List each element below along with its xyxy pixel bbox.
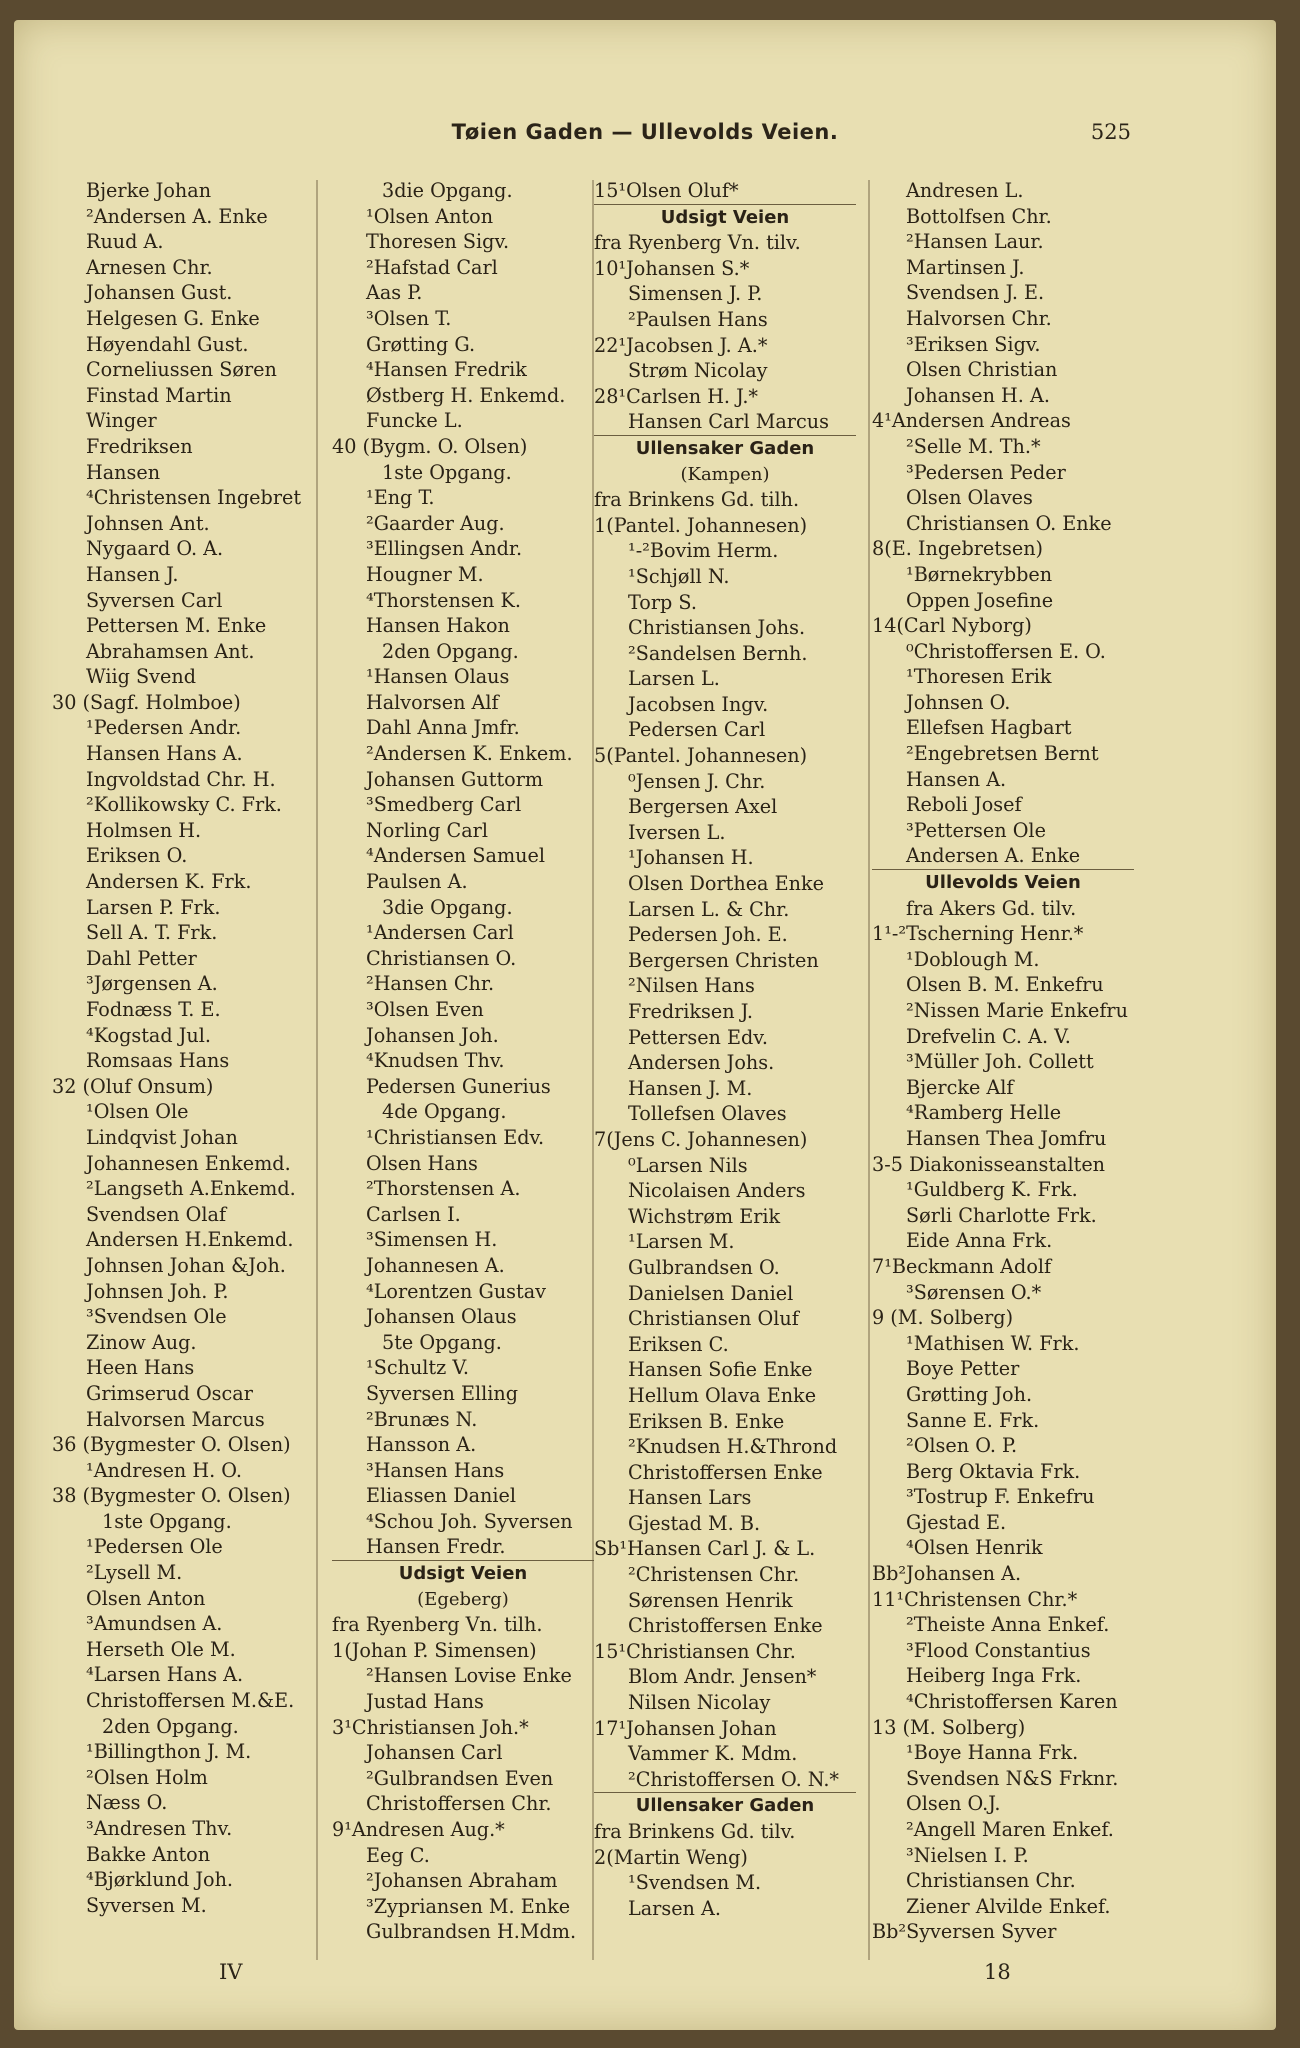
directory-entry: ²Theiste Anna Enkef. [906,1613,1110,1637]
directory-entry: Strøm Nicolay [628,359,768,383]
directory-entry: ⁴Lorentzen Gustav [366,1279,547,1303]
street-heading: Udsigt Veien [332,1560,594,1587]
directory-entry: 3¹Christiansen Joh.* [332,1715,529,1739]
directory-entry: 7¹Beckmann Adolf [872,1254,1052,1278]
directory-entry: ³Simensen H. [366,1228,498,1252]
directory-entry: Olsen Hans [366,1151,478,1175]
directory-entry: Oppen Josefine [906,588,1054,612]
directory-entry: Christiansen Chr. [906,1869,1076,1893]
directory-entry: ³Nielsen I. P. [906,1843,1029,1867]
directory-entry: ⁴Olsen Henrik [906,1536,1043,1560]
directory-entry: Johnsen Johan &Joh. [86,1253,286,1277]
directory-entry: ³Tostrup F. Enkefru [906,1485,1095,1509]
directory-entry: 3-5 Diakonisseanstalten [872,1152,1106,1176]
directory-entry: Reboli Josef [906,793,1022,817]
directory-entry: ²Selle M. Th.* [906,434,1041,458]
directory-entry: ¹Olsen Anton [366,204,494,228]
directory-entry: Hansen Thea Jomfru [906,1126,1107,1150]
directory-entry: Høyendahl Gust. [86,332,249,356]
directory-entry: Iversen L. [628,820,726,844]
signature-mark-right: 18 [984,1960,1011,1984]
directory-entry: Johannesen A. [366,1253,505,1277]
directory-entry: Arnesen Chr. [86,255,213,279]
directory-entry: Halvorsen Alf [366,690,499,714]
directory-entry: Larsen L. [628,667,720,691]
directory-entry: Olsen B. M. Enkefru [906,973,1104,997]
directory-entry: Zinow Aug. [86,1330,197,1354]
column-2 [332,178,594,1945]
directory-entry: Heen Hans [86,1356,195,1380]
directory-entry: Halvorsen Marcus [86,1407,265,1431]
directory-entry: 14(Carl Nyborg) [872,614,1032,638]
directory-entry: Christoffersen Enke [628,1614,823,1638]
directory-entry: ²Christensen Chr. [628,1563,800,1587]
directory-entry: ³Eriksen Sigv. [906,332,1041,356]
directory-entry: Bb²Syversen Syver [872,1920,1057,1944]
page-title: Tøien Gaden — Ullevolds Veien. [451,120,839,144]
directory-entry: ²Andersen A. Enke [86,204,268,228]
directory-entry: Holmsen H. [86,818,202,842]
directory-entry: Gjestad E. [906,1510,1007,1534]
directory-entry: ⁰Christoffersen E. O. [906,639,1106,663]
directory-entry: Johansen Olaus [366,1305,517,1329]
directory-entry: Sell A. T. Frk. [86,921,218,945]
directory-entry: ³Andresen Thv. [86,1817,233,1840]
directory-entry: Halvorsen Chr. [906,306,1052,330]
directory-entry: 10¹Johansen S.* [594,256,750,280]
directory-entry: Wiig Svend [86,665,197,689]
directory-entry: 22¹Jacobsen J. A.* [594,333,768,357]
directory-entry: Dahl Petter [86,946,197,970]
directory-entry: Pedersen Carl [628,718,766,742]
street-heading: Ullensaker Gaden [594,435,856,462]
directory-entry: Thoresen Sigv. [366,230,510,254]
directory-entry: Heiberg Inga Frk. [906,1664,1082,1688]
directory-entry: ³Olsen Even [366,998,484,1021]
directory-entry: Nilsen Nicolay [628,1691,771,1715]
directory-entry: ¹Schultz V. [366,1356,469,1380]
directory-entry: ¹Pedersen Andr. [86,716,242,740]
directory-entry: Olsen Anton [86,1586,206,1610]
directory-entry: ³Hansen Hans [366,1458,505,1482]
directory-entry: Hellum Olava Enke [628,1383,817,1407]
column-divider [868,180,870,1960]
directory-entry: ¹Doblough M. [906,947,1040,971]
directory-entry: Hansson A. [366,1433,477,1457]
directory-entry: Drefvelin C. A. V. [906,1024,1071,1048]
directory-entry: 36 (Bygmester O. Olsen) [52,1433,291,1457]
directory-entry: ¹Andresen H. O. [86,1458,243,1482]
directory-entry: ²Kollikowsky C. Frk. [86,793,282,817]
directory-entry: ¹Guldberg K. Frk. [906,1178,1078,1202]
directory-entry: ¹Olsen Ole [86,1100,189,1124]
directory-entry: Larsen A. [628,1896,721,1920]
directory-entry: ⁴Andersen Samuel [366,844,546,868]
directory-entry: ¹Schjøll N. [628,564,730,588]
directory-entry: ¹Boye Hanna Frk. [906,1741,1079,1765]
directory-entry: Andersen K. Frk. [86,870,252,894]
directory-entry: ⁴Bjørklund Joh. [86,1868,234,1892]
directory-entry: 2den Opgang. [382,639,519,663]
directory-entry: fra Brinkens Gd. tilv. [594,1820,796,1843]
directory-entry: Sørensen Henrik [628,1588,793,1612]
directory-entry: Christiansen O. [366,946,517,970]
directory-entry: Johansen Gust. [86,281,233,305]
directory-entry: 1ste Opgang. [382,460,512,484]
directory-entry: Eide Anna Frk. [906,1229,1053,1253]
directory-entry: Dahl Anna Jmfr. [366,716,520,740]
directory-entry: Christiansen Oluf [628,1307,799,1331]
directory-entry: Olsen O.J. [906,1792,1001,1816]
directory-entry: ³Müller Joh. Collett [906,1050,1094,1074]
directory-entry: ²Nilsen Hans [628,974,755,998]
directory-entry: ⁴Ramberg Helle [906,1101,1062,1125]
directory-entry: ¹-²Bovim Herm. [628,539,779,563]
directory-entry: Eriksen C. [628,1332,729,1356]
directory-entry: ²Hafstad Carl [366,255,498,279]
directory-entry: 15¹Olsen Oluf* [594,179,739,202]
directory-page [14,20,1276,2030]
directory-entry: Gjestad M. B. [628,1511,761,1535]
directory-entry: Blom Andr. Jensen* [628,1665,817,1689]
directory-entry: ⁴Schou Joh. Syversen [366,1509,573,1533]
directory-entry: Svendsen N&S Frknr. [906,1766,1119,1790]
directory-entry: ³Pettersen Ole [906,818,1046,842]
directory-entry: Nygaard O. A. [86,537,224,561]
street-heading: Ullevolds Veien [872,869,1134,896]
directory-entry: ¹Billingthon J. M. [86,1740,252,1764]
directory-entry: fra Ryenberg Vn. tilv. [594,231,801,255]
directory-entry: ²Gaarder Aug. [366,511,505,535]
directory-entry: ³Jørgensen A. [86,972,218,996]
directory-entry: 9 (M. Solberg) [872,1306,1014,1330]
directory-entry: Hansen Hans A. [86,742,243,766]
directory-entry: 9¹Andresen Aug.* [332,1818,505,1841]
directory-entry: Aas P. [366,281,423,305]
directory-entry: ¹Svendsen M. [628,1871,762,1895]
directory-entry: Hansen Hakon [366,614,510,638]
directory-entry: Helgesen G. Enke [86,306,260,330]
directory-entry: 40 (Bygm. O. Olsen) [332,434,528,458]
directory-entry: Andersen Johs. [628,1051,775,1075]
directory-entry: Jacobsen Ingv. [628,692,769,716]
directory-entry: Tollefsen Olaves [628,1102,787,1126]
directory-entry: ²Gulbrandsen Even [366,1766,554,1790]
directory-entry: fra Ryenberg Vn. tilh. [332,1613,543,1637]
directory-entry: Sørli Charlotte Frk. [906,1203,1097,1227]
directory-entry: Sanne E. Frk. [906,1408,1040,1432]
directory-entry: ³Ellingsen Andr. [366,537,523,561]
directory-entry: Pettersen Edv. [628,1025,768,1049]
directory-entry: Syversen Elling [366,1381,519,1405]
directory-entry: 5(Pantel. Johannesen) [594,744,808,768]
directory-entry: fra Akers Gd. tilv. [906,896,1077,920]
signature-mark-left: IV [219,1960,243,1984]
directory-entry: Simensen J. P. [628,282,763,306]
directory-entry: ³Svendsen Ole [86,1305,227,1329]
directory-entry: ³Olsen T. [366,306,452,330]
directory-entry: ²Olsen O. P. [906,1434,1018,1458]
directory-entry: ⁰Larsen Nils [628,1153,748,1177]
directory-entry: ³Flood Constantius [906,1638,1091,1662]
directory-entry: 15¹Christiansen Chr. [594,1639,796,1663]
directory-entry: Christoffersen Enke [628,1460,823,1484]
directory-entry: Olsen Christian [906,358,1058,382]
directory-entry: 1(Pantel. Johannesen) [594,513,808,537]
directory-entry: 3die Opgang. [382,179,513,202]
directory-entry: Bjerke Johan [86,179,212,202]
directory-entry: Nicolaisen Anders [628,1179,806,1203]
directory-entry: ¹Eng T. [366,486,435,510]
directory-entry: Bakke Anton [86,1842,211,1866]
directory-entry: Syversen Carl [86,588,223,612]
directory-entry: ²Langseth A.Enkemd. [86,1177,296,1201]
directory-entry: Hansen [86,460,161,484]
directory-entry: ⁴Larsen Hans A. [86,1663,244,1687]
directory-entry: 1(Johan P. Simensen) [332,1638,537,1662]
directory-entry: ¹Larsen M. [628,1230,735,1254]
directory-entry: Martinsen J. [906,255,1025,279]
directory-entry: 4de Opgang. [382,1100,507,1124]
directory-entry: Gulbrandsen H.Mdm. [366,1920,577,1944]
directory-entry: Olsen Dorthea Enke [628,872,824,896]
directory-entry: 2(Martin Weng) [594,1845,748,1869]
directory-entry: Larsen P. Frk. [86,895,221,919]
directory-entry: Boye Petter [906,1357,1020,1381]
directory-entry: Norling Carl [366,818,488,842]
directory-entry: Paulsen A. [366,870,468,894]
directory-entry: Hansen J. M. [628,1076,753,1100]
directory-entry: Grimserud Oscar [86,1381,253,1405]
directory-entry: Pedersen Joh. E. [628,923,788,947]
directory-entry: 17¹Johansen Johan [594,1716,777,1740]
directory-entry: Sb¹Hansen Carl J. & L. [594,1537,816,1561]
directory-entry: Fodnæss T. E. [86,998,221,1021]
directory-entry: 2den Opgang. [102,1714,239,1738]
directory-entry: Grøtting Joh. [906,1382,1033,1406]
directory-entry: Lindqvist Johan [86,1125,238,1149]
directory-entry: 13 (M. Solberg) [872,1715,1026,1739]
directory-entry: fra Brinkens Gd. tilh. [594,488,800,512]
page-number: 525 [1090,120,1131,144]
street-heading: (Kampen) [680,463,770,485]
directory-entry: Johnsen Ant. [86,511,210,535]
directory-entry: Johansen Carl [366,1741,503,1765]
directory-entry: ⁴Christensen Ingebret [86,486,302,510]
directory-entry: Johannesen Enkemd. [86,1151,291,1175]
directory-entry: Ziener Alvilde Enkef. [906,1894,1111,1918]
directory-entry: ¹Johansen H. [628,846,754,870]
directory-entry: Pettersen M. Enke [86,614,267,638]
directory-entry: Hansen Fredr. [366,1535,506,1559]
directory-entry: ²Lysell M. [86,1561,183,1585]
directory-entry: 3die Opgang. [382,895,513,919]
directory-entry: ⁴Thorstensen K. [366,588,521,612]
directory-entry: Eeg C. [366,1843,430,1867]
directory-entry: ²Hansen Chr. [366,972,495,996]
directory-entry: Carlsen I. [366,1202,461,1226]
directory-entry: ¹Christiansen Edv. [366,1125,545,1149]
directory-entry: Ellefsen Hagbart [906,716,1072,740]
directory-entry: ²Andersen K. Enkem. [366,742,573,766]
directory-entry: Bergersen Christen [628,948,819,972]
directory-entry: Andresen L. [906,179,1024,202]
column-4 [872,178,1134,1945]
directory-entry: 1¹-²Tscherning Henr.* [872,922,1084,946]
directory-entry: ¹Andersen Carl [366,921,514,945]
directory-entry: ³Smedberg Carl [366,793,522,817]
directory-entry: ¹Børnekrybben [906,562,1053,586]
directory-entry: 38 (Bygmester O. Olsen) [52,1484,291,1508]
directory-entry: Justad Hans [366,1690,484,1714]
directory-entry: 28¹Carlsen H. J.* [594,384,759,408]
directory-entry: 5te Opgang. [382,1330,502,1354]
directory-entry: ³Sørensen O.* [906,1280,1042,1304]
directory-entry: Winger [86,409,157,433]
directory-entry: Fredriksen [86,434,193,458]
directory-entry: Hansen Lars [628,1486,752,1510]
directory-entry: ²Angell Maren Enkef. [906,1818,1114,1841]
directory-entry: Pedersen Gunerius [366,1074,551,1098]
directory-entry: Wichstrøm Erik [628,1204,781,1228]
directory-entry: Gulbrandsen O. [628,1255,780,1279]
directory-entry: Syversen M. [86,1893,207,1917]
directory-entry: Eriksen B. Enke [628,1409,785,1433]
directory-entry: ²Sandelsen Bernh. [628,641,808,665]
directory-entry: Østberg H. Enkemd. [366,383,566,407]
directory-entry: ²Johansen Abraham [366,1869,558,1893]
directory-entry: Hansen A. [906,767,1007,791]
directory-entry: Danielsen Daniel [628,1281,794,1305]
directory-entry: Svendsen Olaf [86,1202,227,1226]
directory-entry: ⁴Christoffersen Karen [906,1690,1118,1714]
directory-entry: ²Nissen Marie Enkefru [906,999,1128,1022]
directory-entry: Herseth Ole M. [86,1637,236,1661]
directory-entry: ³Amundsen A. [86,1612,223,1636]
directory-entry: Bjercke Alf [906,1075,1014,1099]
street-heading: Ullensaker Gaden [594,1792,856,1819]
directory-entry: Funcke L. [366,409,463,433]
directory-entry: Johansen Joh. [366,1023,499,1047]
directory-entry: ²Olsen Holm [86,1765,208,1789]
directory-entry: Hansen Sofie Enke [628,1358,813,1382]
directory-entry: ²Hansen Lovise Enke [366,1664,572,1688]
directory-entry: Christoffersen M.&E. [86,1689,295,1713]
directory-entry: Vammer K. Mdm. [628,1742,798,1766]
directory-entry: 8(E. Ingebretsen) [872,537,1044,561]
directory-entry: Hougner M. [366,562,484,586]
directory-entry: 32 (Oluf Onsum) [52,1074,214,1098]
directory-entry: ²Engebretsen Bernt [906,742,1099,766]
directory-entry: ¹Hansen Olaus [366,665,510,689]
directory-entry: Larsen L. & Chr. [628,897,790,921]
directory-entry: Johnsen Joh. P. [86,1279,229,1303]
street-heading: (Egeberg) [417,1588,509,1610]
directory-entry: Ruud A. [86,230,164,254]
directory-entry: Romsaas Hans [86,1049,230,1073]
directory-entry: Berg Oktavia Frk. [906,1459,1081,1483]
directory-entry: Eliassen Daniel [366,1484,517,1508]
directory-entry: Bergersen Axel [628,795,778,819]
directory-entry: 1ste Opgang. [102,1509,232,1533]
directory-entry: Ingvoldstad Chr. H. [86,767,276,791]
directory-entry: ²Knudsen H.&Thrond [628,1435,838,1459]
directory-entry: Abrahamsen Ant. [86,639,255,663]
directory-entry: Johansen Guttorm [366,767,544,791]
directory-entry: ¹Pedersen Ole [86,1535,223,1559]
directory-entry: Torp S. [628,590,697,614]
directory-entry: Fredriksen J. [628,1000,754,1023]
directory-entry: ³Pedersen Peder [906,460,1066,484]
directory-entry: ²Hansen Laur. [906,230,1044,254]
directory-entry: Hansen J. [86,562,179,586]
directory-entry: 7(Jens C. Johannesen) [594,1127,808,1151]
directory-entry: Christiansen Johs. [628,616,806,640]
directory-entry: ²Thorstensen A. [366,1177,521,1201]
directory-entry: Johansen H. A. [906,383,1050,407]
directory-entry: ¹Thoresen Erik [906,665,1052,689]
directory-entry: Eriksen O. [86,844,188,868]
directory-entry: Bottolfsen Chr. [906,204,1052,228]
directory-entry: ²Christoffersen O. N.* [628,1767,840,1791]
directory-entry: Andersen H.Enkemd. [86,1228,294,1252]
directory-entry: 11¹Christensen Chr.* [872,1587,1078,1611]
column-3 [594,178,856,1921]
directory-entry: 4¹Andersen Andreas [872,409,1071,433]
directory-entry: Olsen Olaves [906,486,1033,510]
street-heading: Udsigt Veien [594,204,856,231]
directory-entry: ²Brunæs N. [366,1407,478,1431]
directory-entry: 30 (Sagf. Holmboe) [52,690,241,714]
directory-entry: Bb²Johansen A. [872,1562,1022,1586]
directory-entry: Næss O. [86,1791,168,1815]
page-header [14,120,1276,150]
directory-entry: Andersen A. Enke [906,844,1081,868]
directory-entry: Grøtting G. [366,332,476,356]
directory-entry: Christiansen O. Enke [906,511,1112,535]
directory-entry: Finstad Martin [86,383,232,407]
directory-entry: Svendsen J. E. [906,281,1045,305]
column-divider [316,180,318,1960]
directory-entry: ¹Mathisen W. Frk. [906,1331,1080,1355]
directory-entry: ⁴Knudsen Thv. [366,1049,505,1073]
directory-entry: Johnsen O. [906,690,1011,714]
directory-entry: Corneliussen Søren [86,358,277,382]
directory-entry: Hansen Carl Marcus [628,410,829,434]
column-1 [52,178,314,1918]
directory-entry: Christoffersen Chr. [366,1792,552,1816]
directory-entry: ²Paulsen Hans [628,307,768,331]
directory-entry: ⁰Jensen J. Chr. [628,769,766,793]
directory-entry: ⁴Hansen Fredrik [366,358,527,382]
directory-entry: ⁴Kogstad Jul. [86,1023,212,1047]
directory-entry: ³Zypriansen M. Enke [366,1894,571,1918]
